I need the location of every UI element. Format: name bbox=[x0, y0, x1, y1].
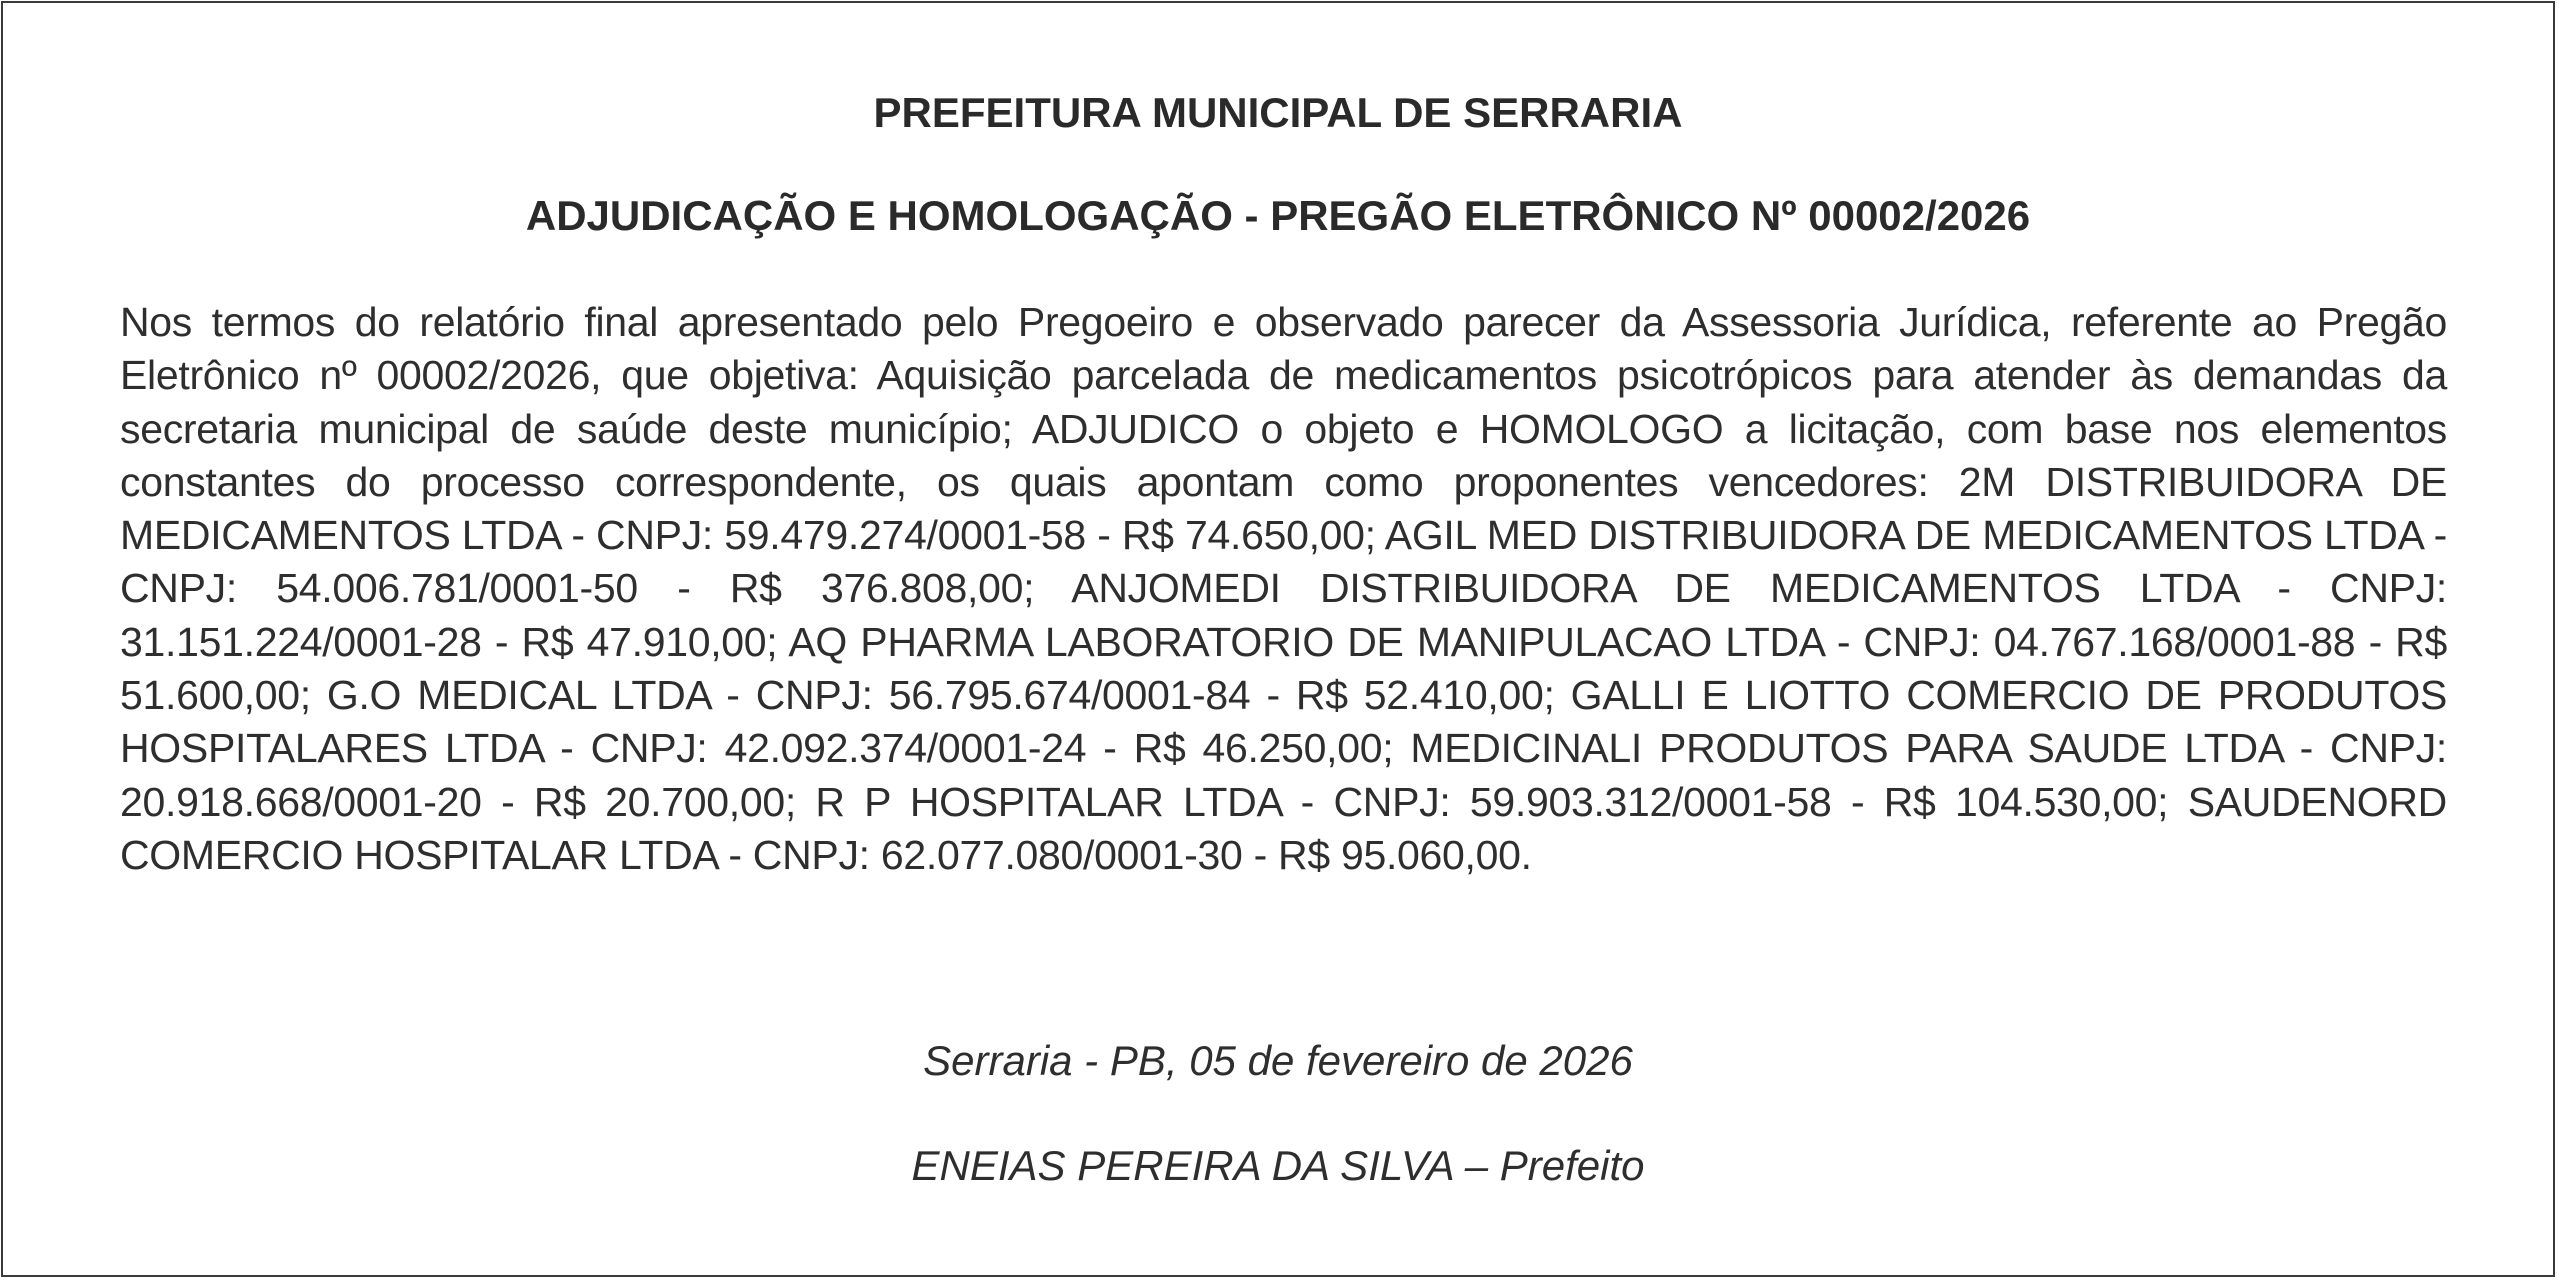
notice-title: ADJUDICAÇÃO E HOMOLOGAÇÃO - PREGÃO ELETRÔNICO Nº 00002/2026 bbox=[525, 192, 2031, 239]
place-date: Serraria - PB, 05 de fevereiro de 2026 bbox=[923, 1037, 1633, 1084]
notice-frame bbox=[1, 1, 2555, 1277]
organization-heading: PREFEITURA MUNICIPAL DE SERRARIA bbox=[873, 89, 1683, 136]
signature: ENEIAS PEREIRA DA SILVA – Prefeito bbox=[911, 1142, 1645, 1189]
notice-body: Nos termos do relatório final apresentado pelo Pregoeiro e observado parecer da Assessoria Jurídica, referente ao Pregão Eletrônico nº 00002/2026, que objetiva: Aquisição parcelada de medicamentos psicotrópicos para atender às demandas da secretaria municipal de saúde deste município; ADJUDICO o objeto e HOMOLOGO a licitação, com base nos elementos constantes do processo correspondente, os quais apontam como proponentes vencedores: 2M DISTRIBUIDORA DE MEDICAMENTOS LTDA - CNPJ: 59.479.274/0001-58 - R$ 74.650,00; AGIL MED DISTRIBUIDORA DE MEDICAMENTOS LTDA - CNPJ: 54.006.781/0001-50 - R$ 376.808,00; ANJOMEDI DISTRIBUIDORA DE MEDICAMENTOS LTDA - CNPJ: 31.151.224/0001-28 - R$ 47.910,00; AQ PHARMA LABORATORIO DE MANIPULACAO LTDA - CNPJ: 04.767.168/0001-88 - R$ 51.600,00; G.O MEDICAL LTDA - CNPJ: 56.795.674/0001-84 - R$ 52.410,00; GALLI E LIOTTO COMERCIO DE PRODUTOS HOSPITALARES LTDA - CNPJ: 42.092.374/0001-24 - R$ 46.250,00; MEDICINALI PRODUTOS PARA SAUDE LTDA - CNPJ: 20.918.668/0001-20 - R$ 20.700,00; R P HOSPITALAR LTDA - CNPJ: 59.903.312/0001-58 - R$ 104.530,00; SAUDENORD COMERCIO HOSPITALAR LTDA - CNPJ: 62.077.080/0001-30 - R$ 95.060,00. bbox=[120, 299, 2447, 878]
